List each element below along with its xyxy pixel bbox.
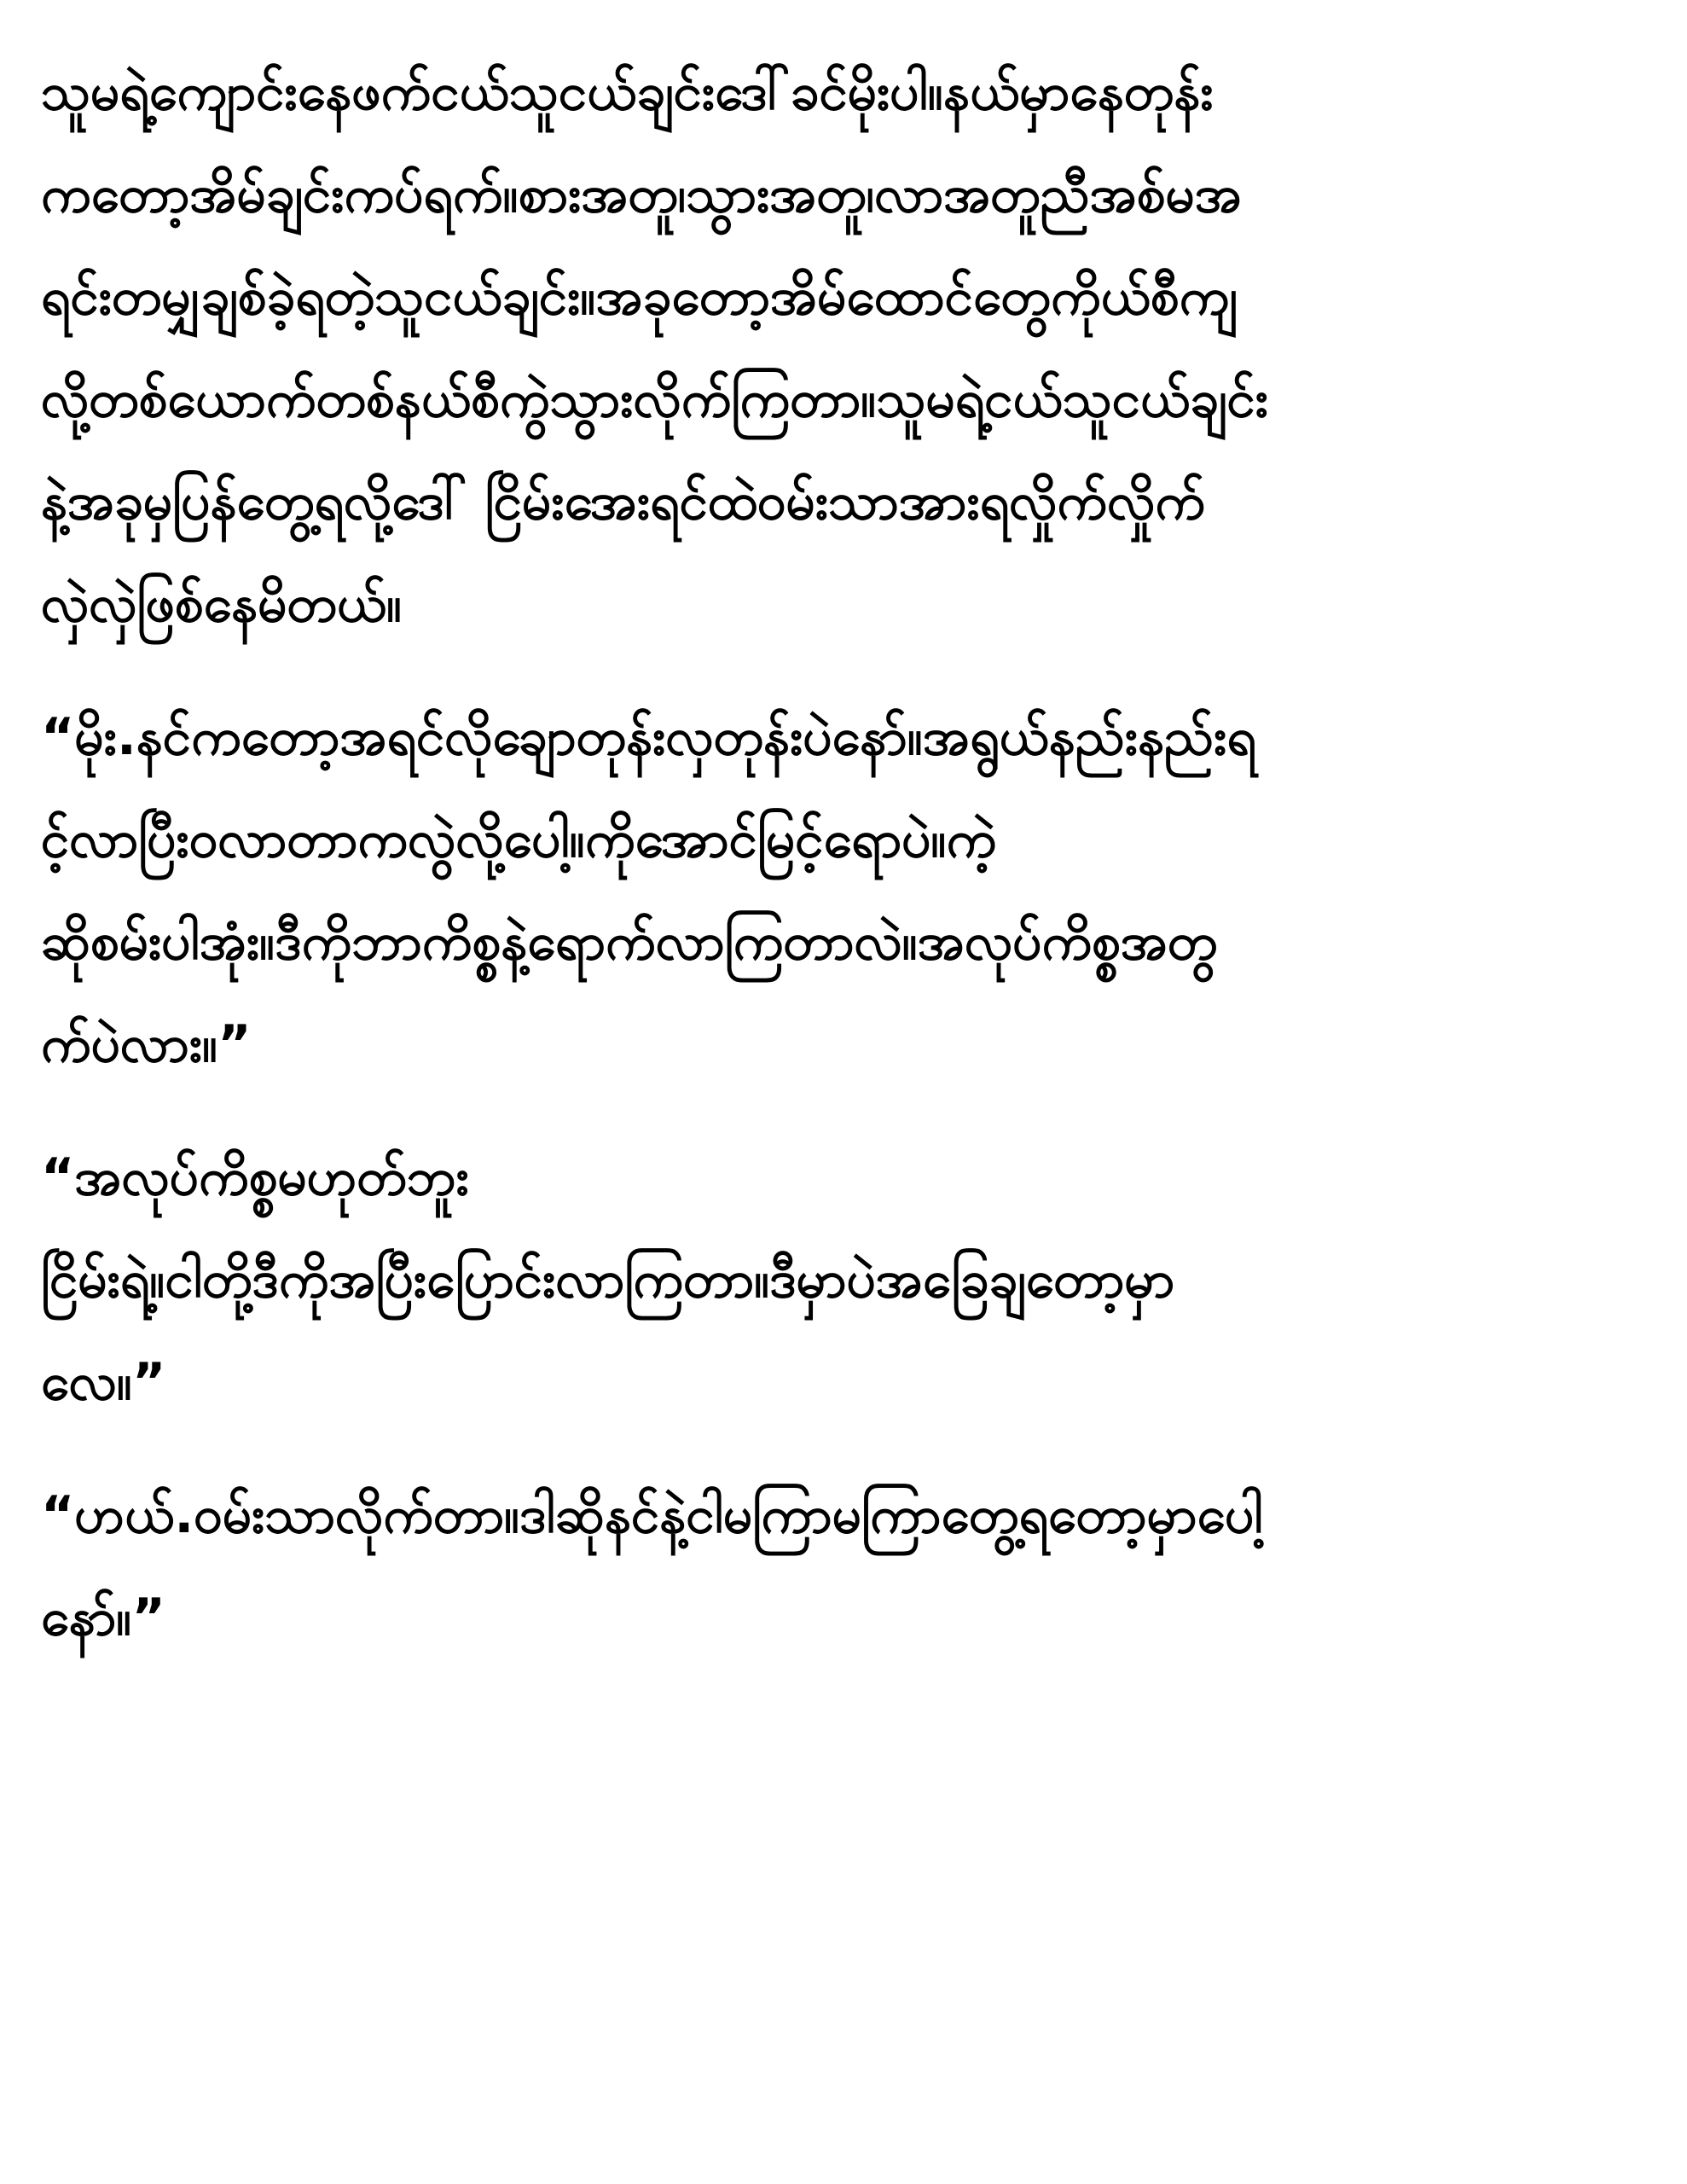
- text-line: “ဟယ်.ဝမ်းသာလိုက်တာ။ဒါဆိုနင်နဲ့ငါမကြာမကြာတွေ့ရတော့မှာပေါ့: [41, 1485, 1263, 1545]
- text-line: နော်။”: [41, 1588, 165, 1647]
- text-line: လှဲလှဲဖြစ်နေမိတယ်။: [41, 574, 403, 634]
- text-line: လို့တစ်ယောက်တစ်နယ်စီကွဲသွားလိုက်ကြတာ။သူမရဲ့ငယ်သူငယ်ချင်း: [41, 369, 1269, 429]
- text-line: နဲ့အခုမှပြန်တွေ့ရလို့ဒေါ် ငြိမ်းအေးရင်ထဲဝမ်းသာအားရလှိုက်လှိုက်: [41, 472, 1206, 531]
- paragraph-1: [41, 41, 1644, 655]
- paragraph-spacer: [41, 655, 1644, 686]
- text-line: လေ။”: [41, 1352, 166, 1412]
- document-body: [41, 41, 1644, 1669]
- text-line: ရင်းတမျှချစ်ခဲ့ရတဲ့သူငယ်ချင်း။အခုတော့အိမ်ထောင်တွေကိုယ်စီကျ: [41, 267, 1238, 327]
- text-line: က်ပဲလား။”: [41, 1014, 252, 1074]
- paragraph-spacer: [41, 1095, 1644, 1126]
- text-line: “မိုး.နင်ကတော့အရင်လိုချောတုန်းလှတုန်းပဲနော်။အရွယ်နည်းနည်းရ: [41, 707, 1256, 767]
- paragraph-spacer: [41, 1433, 1644, 1464]
- text-line: သူမရဲ့ကျောင်းနေဖက်ငယ်သူငယ်ချင်းဒေါ်ခင်မိုးပါ။နယ်မှာနေတုန်း: [41, 62, 1214, 122]
- text-line: င့်လာပြီးဝလာတာကလွဲလို့ပေါ့။ကိုအောင်မြင့်ရောပဲ။ကဲ့: [41, 810, 997, 869]
- paragraph-2: [41, 686, 1644, 1095]
- text-line: ဆိုစမ်းပါအုံး။ဒီကိုဘာကိစ္စနဲ့ရောက်လာကြတာလဲ။အလုပ်ကိစ္စအတွ: [41, 912, 1218, 972]
- paragraph-4: [41, 1464, 1644, 1669]
- paragraph-3: [41, 1126, 1644, 1433]
- text-line: ကတော့အိမ်ချင်းကပ်ရက်။စားအတူ၊သွားအတူ၊လာအတူညီအစ်မအ: [41, 165, 1242, 224]
- text-line: “အလုပ်ကိစ္စမဟုတ်ဘူး: [41, 1147, 469, 1207]
- text-line: ငြိမ်းရဲ့။ငါတို့ဒီကိုအပြီးပြောင်းလာကြတာ။ဒီမှာပဲအခြေချတော့မှာ: [41, 1250, 1175, 1310]
